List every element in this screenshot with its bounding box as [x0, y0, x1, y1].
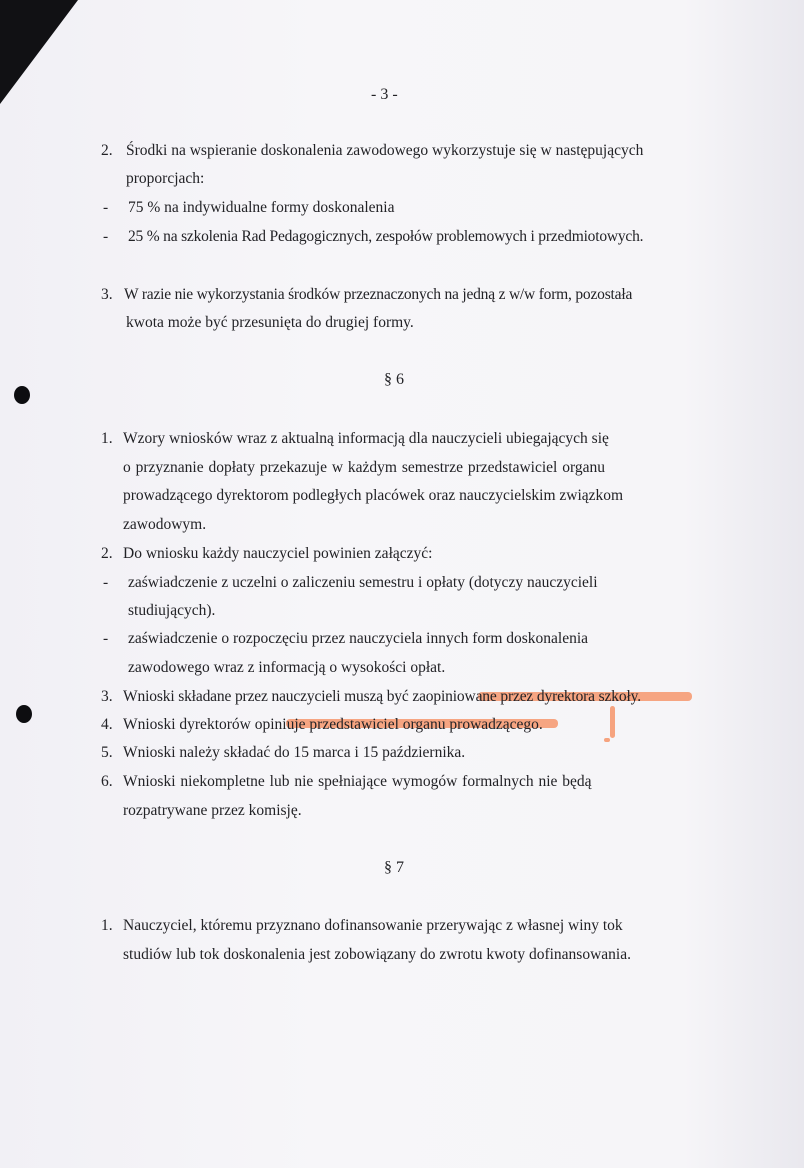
highlight-dot — [604, 738, 610, 742]
punch-hole-top — [14, 386, 30, 404]
text-line: Wnioski dyrektorów opiniuje przedstawiciel organu prowadzącego. — [123, 716, 543, 733]
text-line: o przyznanie dopłaty przekazuje w każdym semestrze przedstawiciel organu — [123, 459, 605, 476]
list-marker: 1. — [101, 917, 113, 934]
text-line: Nauczyciel, któremu przyznano dofinansowanie przerywając z własnej winy tok — [123, 917, 623, 934]
list-marker: 2. — [101, 142, 113, 159]
text-line: Środki na wspieranie doskonalenia zawodowego wykorzystuje się w następujących — [126, 142, 644, 159]
punch-hole-bottom — [16, 705, 32, 723]
text-line: rozpatrywane przez komisję. — [123, 802, 302, 819]
text-line: kwota może być przesunięta do drugiej formy. — [126, 314, 414, 331]
folded-corner — [0, 0, 78, 104]
list-marker: 2. — [101, 545, 113, 562]
text-line: zaświadczenie o rozpoczęciu przez nauczyciela innych form doskonalenia — [128, 630, 589, 647]
list-marker: - — [103, 630, 109, 647]
text-line: Wnioski składane przez nauczycieli muszą być zaopiniowane przez dyrektora szkoły. — [123, 688, 641, 705]
section-heading-6: § 6 — [384, 371, 404, 388]
list-marker: 1. — [101, 430, 113, 447]
list-marker: 5. — [101, 744, 113, 761]
text-line: 75 % na indywidualne formy doskonalenia — [128, 199, 395, 216]
text-line: Wnioski należy składać do 15 marca i 15 października. — [123, 744, 466, 761]
list-marker: - — [103, 574, 109, 591]
list-marker: 6. — [101, 773, 113, 790]
text-line: Wnioski niekompletne lub nie spełniające wymogów formalnych nie będą — [123, 773, 592, 790]
list-marker: 3. — [101, 286, 113, 303]
list-marker: 3. — [101, 688, 113, 705]
text-line: zawodowym. — [123, 516, 207, 533]
text-line: studiujących). — [128, 602, 216, 619]
text-line: W razie nie wykorzystania środków przeznaczonych na jedną z w/w form, pozostała — [124, 286, 633, 303]
list-marker: 4. — [101, 716, 113, 733]
text-line: studiów lub tok doskonalenia jest zobowiązany do zwrotu kwoty dofinansowania. — [123, 946, 631, 963]
text-line: zaświadczenie z uczelni o zaliczeniu semestru i opłaty (dotyczy nauczycieli — [128, 574, 598, 591]
text-line: prowadzącego dyrektorom podległych placówek oraz nauczycielskim związkom — [123, 487, 624, 504]
page-number: - 3 - — [371, 86, 398, 103]
highlight-stroke — [610, 706, 615, 738]
text-line: Do wniosku każdy nauczyciel powinien załączyć: — [123, 545, 433, 562]
text-line: zawodowego wraz z informacją o wysokości opłat. — [128, 659, 446, 676]
text-line: 25 % na szkolenia Rad Pedagogicznych, zespołów problemowych i przedmiotowych. — [128, 228, 644, 245]
section-heading-7: § 7 — [384, 859, 404, 876]
list-marker: - — [103, 228, 109, 245]
list-marker: - — [103, 199, 109, 216]
text-line: Wzory wniosków wraz z aktualną informacją dla nauczycieli ubiegających się — [123, 430, 609, 447]
text-line: proporcjach: — [126, 170, 205, 187]
